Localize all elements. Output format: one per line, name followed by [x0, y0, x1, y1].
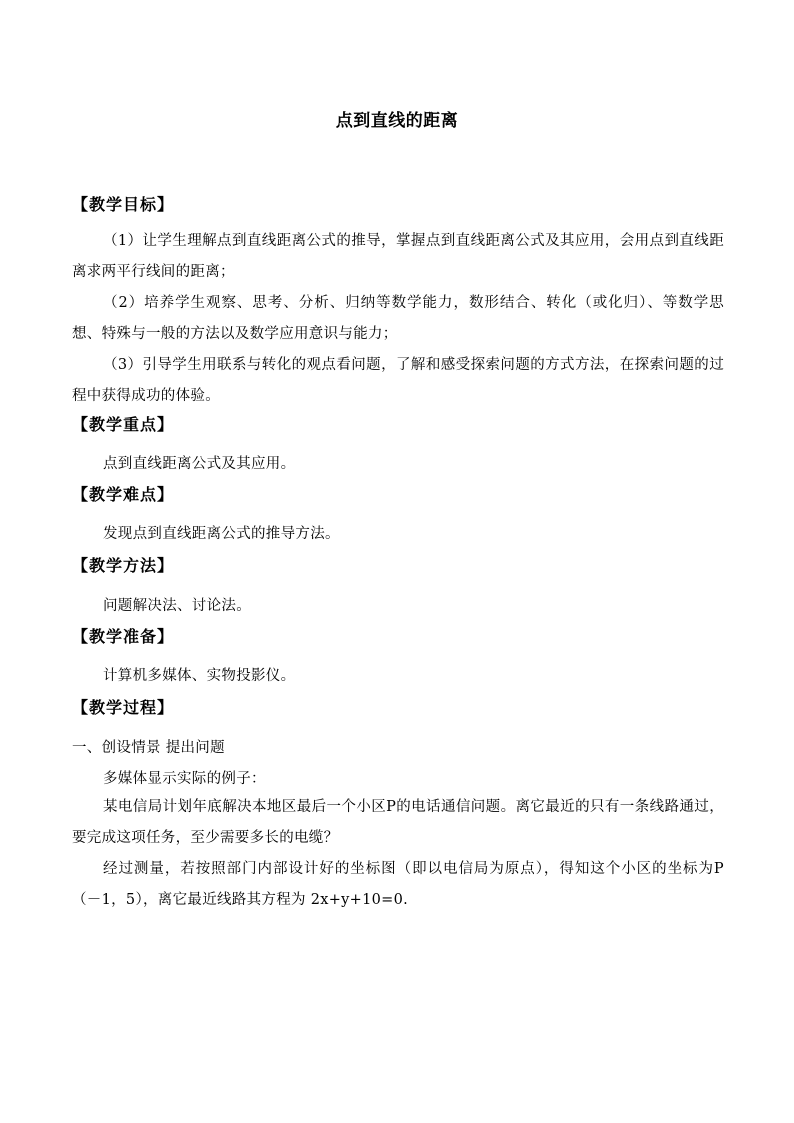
preparation-text: 计算机多媒体、实物投影仪。: [103, 668, 296, 684]
heading-objectives: 【教学目标】: [72, 195, 175, 214]
difficulties-text: 发现点到直线距离公式的推导方法。: [103, 526, 340, 542]
document-title: 点到直线的距离: [335, 111, 459, 131]
process-paragraph-1: 某电信局计划年底解决本地区最后一个小区P的电话通信问题。离它最近的只有一条线路通过，要完成这项任务，至少需要多长的电缆？: [72, 799, 724, 846]
heading-methods: 【教学方法】: [72, 556, 175, 575]
heading-process: 【教学过程】: [72, 698, 175, 717]
heading-preparation: 【教学准备】: [72, 627, 175, 646]
process-intro: 多媒体显示实际的例子：: [103, 771, 266, 787]
process-step-1: 一、创设情景 提出问题: [72, 740, 225, 756]
process-paragraph-2: 经过测量，若按照部门内部设计好的坐标图（即以电信局为原点），得知这个小区的坐标为P（－1，5），离它最近线路其方程为 2x+y+10=0.: [72, 861, 724, 908]
objective-1: （1）让学生理解点到直线距离公式的推导，掌握点到直线距离公式及其应用，会用点到直线距离求两平行线间的距离；: [72, 233, 724, 280]
heading-key-points: 【教学重点】: [72, 415, 175, 434]
methods-text: 问题解决法、讨论法。: [103, 598, 251, 614]
objective-2: （2）培养学生观察、思考、分析、归纳等数学能力，数形结合、转化（或化归）、等数学思想、特殊与一般的方法以及数学应用意识与能力；: [72, 295, 724, 342]
key-points-text: 点到直线距离公式及其应用。: [103, 456, 296, 472]
heading-difficulties: 【教学难点】: [72, 485, 175, 504]
objective-3: （3）引导学生用联系与转化的观点看问题，了解和感受探索问题的方式方法，在探索问题的过程中获得成功的体验。: [72, 357, 724, 404]
